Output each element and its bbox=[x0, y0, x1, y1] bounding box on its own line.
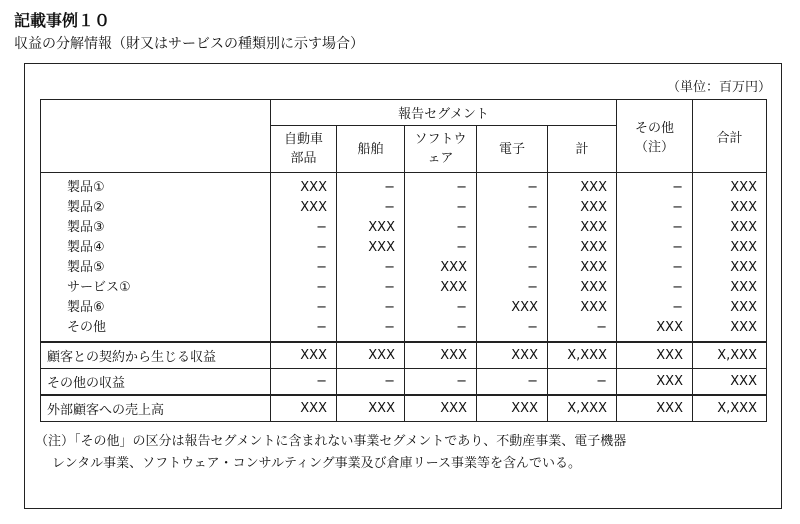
table-cell: − bbox=[405, 238, 477, 258]
table-cell: XXX bbox=[548, 198, 617, 218]
table-cell: − bbox=[477, 198, 548, 218]
table-cell: − bbox=[548, 369, 617, 396]
row-label: サービス① bbox=[41, 278, 271, 298]
row-label: 製品② bbox=[41, 198, 271, 218]
table-cell: XXX bbox=[337, 218, 405, 238]
row-label: その他の収益 bbox=[41, 369, 271, 396]
row-label: 顧客との契約から生じる収益 bbox=[41, 342, 271, 369]
table-cell: XXX bbox=[548, 258, 617, 278]
table-cell: XXX bbox=[548, 173, 617, 199]
table-cell: XXX bbox=[617, 395, 693, 422]
table-cell: − bbox=[337, 173, 405, 199]
table-cell: − bbox=[405, 318, 477, 342]
table-cell: − bbox=[477, 369, 548, 396]
table-row-other-revenue bbox=[41, 369, 767, 396]
table-cell: X,XXX bbox=[548, 342, 617, 369]
table-cell: − bbox=[271, 238, 337, 258]
table-cell: XXX bbox=[548, 218, 617, 238]
table-cell: XXX bbox=[477, 298, 548, 318]
footnote bbox=[35, 431, 775, 475]
row-label: 製品① bbox=[41, 173, 271, 199]
header-other-note: （注） bbox=[634, 140, 674, 155]
table-cell: XXX bbox=[693, 278, 767, 298]
table-row bbox=[41, 298, 767, 318]
table-cell: XXX bbox=[337, 395, 405, 422]
row-label: その他 bbox=[41, 318, 271, 342]
detail-rows bbox=[41, 173, 767, 343]
table-cell: XXX bbox=[477, 342, 548, 369]
table-cell: XXX bbox=[693, 369, 767, 396]
table-cell: − bbox=[477, 218, 548, 238]
footnote-line-1: （注）「その他」の区分は報告セグメントに含まれない事業セグメントであり、不動産事業、電子機器 bbox=[35, 434, 627, 449]
revenue-disaggregation-table bbox=[40, 99, 767, 422]
document-heading: 記載事例１０ bbox=[14, 11, 111, 30]
header-ships: 船舶 bbox=[337, 126, 405, 173]
header-subtotal: 計 bbox=[548, 126, 617, 173]
table-cell: XXX bbox=[693, 258, 767, 278]
table-cell: XXX bbox=[693, 318, 767, 342]
row-label: 製品④ bbox=[41, 238, 271, 258]
header-software: ソフトウェア bbox=[405, 126, 477, 173]
table-cell: − bbox=[477, 258, 548, 278]
table-cell: X,XXX bbox=[693, 395, 767, 422]
table-row bbox=[41, 218, 767, 238]
table-cell: XXX bbox=[693, 198, 767, 218]
header-automotive: 自動車部品 bbox=[271, 126, 337, 173]
header-blank-cell bbox=[41, 100, 271, 173]
table-cell: − bbox=[617, 173, 693, 199]
table-cell: XXX bbox=[271, 198, 337, 218]
table-cell: XXX bbox=[693, 238, 767, 258]
table-cell: − bbox=[548, 318, 617, 342]
table-cell: X,XXX bbox=[693, 342, 767, 369]
table-row bbox=[41, 318, 767, 342]
table-cell: − bbox=[405, 298, 477, 318]
table-cell: − bbox=[337, 318, 405, 342]
table-cell: XXX bbox=[271, 395, 337, 422]
table-cell: − bbox=[337, 198, 405, 218]
table-cell: XXX bbox=[405, 342, 477, 369]
table-cell: − bbox=[477, 318, 548, 342]
table-cell: XXX bbox=[337, 238, 405, 258]
table-cell: − bbox=[271, 318, 337, 342]
footnote-line-2: レンタル事業、ソフトウェア・コンサルティング事業及び倉庫リース事業等を含んでいる。 bbox=[52, 456, 582, 471]
table-row bbox=[41, 278, 767, 298]
row-label: 製品⑥ bbox=[41, 298, 271, 318]
table-cell: − bbox=[271, 258, 337, 278]
header-other bbox=[617, 100, 693, 173]
table-cell: XXX bbox=[617, 369, 693, 396]
table-row bbox=[41, 238, 767, 258]
table-cell: XXX bbox=[405, 395, 477, 422]
table-cell: − bbox=[405, 369, 477, 396]
table-cell: − bbox=[337, 258, 405, 278]
table-row bbox=[41, 258, 767, 278]
header-other-label: その他 bbox=[634, 121, 674, 136]
table-cell: XXX bbox=[617, 342, 693, 369]
table-cell: XXX bbox=[617, 318, 693, 342]
row-label: 外部顧客への売上高 bbox=[41, 395, 271, 422]
table-cell: X,XXX bbox=[548, 395, 617, 422]
table-cell: XXX bbox=[693, 173, 767, 199]
table-cell: − bbox=[405, 218, 477, 238]
header-reportable-segments: 報告セグメント bbox=[271, 100, 617, 126]
table-cell: − bbox=[617, 238, 693, 258]
table-cell: − bbox=[617, 298, 693, 318]
table-cell: − bbox=[337, 298, 405, 318]
header-total: 合計 bbox=[693, 100, 767, 173]
table-cell: − bbox=[477, 238, 548, 258]
table-row bbox=[41, 198, 767, 218]
document-subheading: 収益の分解情報（財又はサービスの種類別に示す場合） bbox=[14, 36, 364, 52]
table-cell: − bbox=[405, 198, 477, 218]
table-cell: − bbox=[617, 258, 693, 278]
table-cell: − bbox=[337, 278, 405, 298]
table-cell: − bbox=[271, 298, 337, 318]
table-cell: XXX bbox=[548, 298, 617, 318]
table-cell: − bbox=[617, 218, 693, 238]
table-cell: − bbox=[617, 278, 693, 298]
table-row-external-sales bbox=[41, 395, 767, 422]
table-cell: XXX bbox=[693, 298, 767, 318]
unit-label: （単位：百万円） bbox=[666, 80, 771, 95]
table-cell: − bbox=[477, 278, 548, 298]
header-electronics: 電子 bbox=[477, 126, 548, 173]
table-row-contract-revenue bbox=[41, 342, 767, 369]
table-cell: − bbox=[271, 369, 337, 396]
table-row bbox=[41, 173, 767, 199]
table-cell: − bbox=[271, 218, 337, 238]
table-cell: XXX bbox=[271, 342, 337, 369]
table-cell: − bbox=[477, 173, 548, 199]
row-label: 製品⑤ bbox=[41, 258, 271, 278]
table-cell: − bbox=[337, 369, 405, 396]
table-cell: − bbox=[617, 198, 693, 218]
table-cell: XXX bbox=[548, 238, 617, 258]
table-cell: − bbox=[271, 278, 337, 298]
table-cell: XXX bbox=[271, 173, 337, 199]
table-cell: XXX bbox=[693, 218, 767, 238]
table-cell: XXX bbox=[548, 278, 617, 298]
example-frame bbox=[24, 63, 782, 509]
table-cell: XXX bbox=[405, 278, 477, 298]
table-cell: XXX bbox=[405, 258, 477, 278]
table-cell: XXX bbox=[337, 342, 405, 369]
table-cell: XXX bbox=[477, 395, 548, 422]
row-label: 製品③ bbox=[41, 218, 271, 238]
table-cell: − bbox=[405, 173, 477, 199]
